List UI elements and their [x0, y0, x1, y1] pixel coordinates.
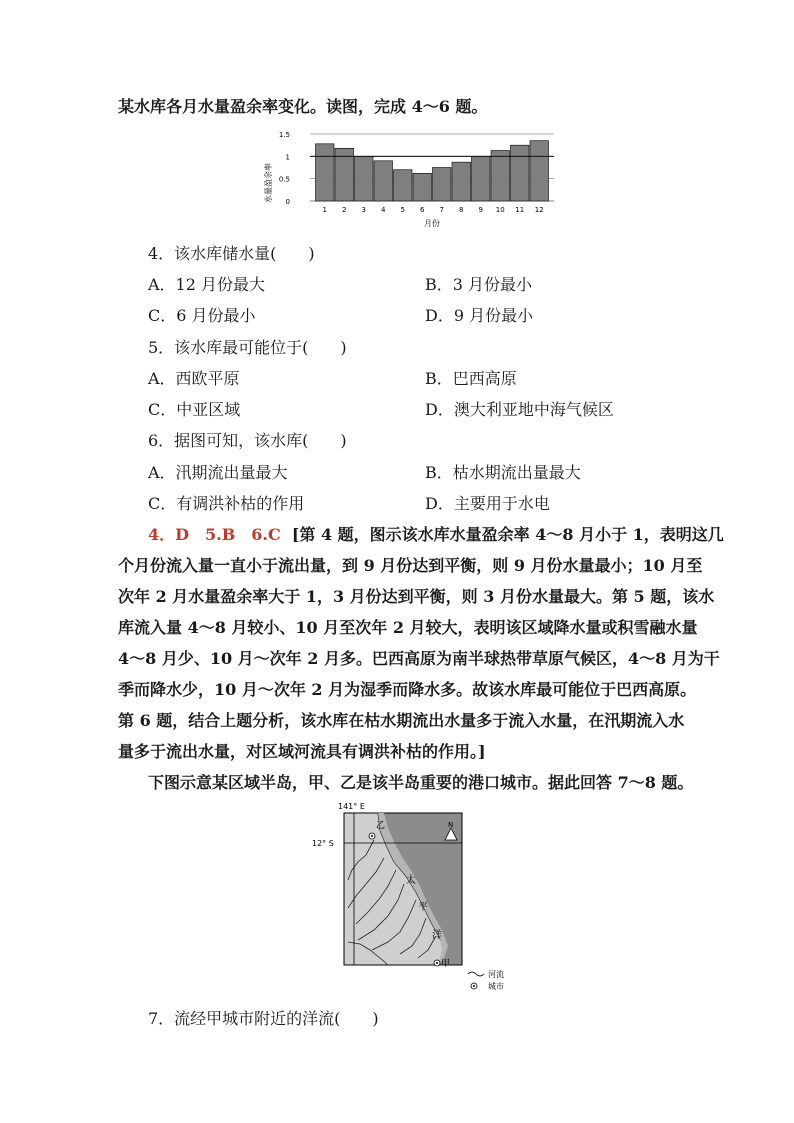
ocean-char-1: 太 [406, 875, 416, 886]
legend-river-icon [468, 972, 484, 976]
longitude-label: 141° E [338, 802, 365, 811]
answer-line-6: 季而降水少，10 月～次年 2 月为湿季而降水多。故该水库最可能位于巴西高原。 [118, 680, 697, 699]
chart-y-tick-label: 0 [285, 198, 290, 206]
question-6-stem: 6．据图可知，该水库( ) [148, 431, 347, 450]
question-4-option-a: A．12 月份最大 [148, 275, 266, 294]
chart-x-tick-label: 1 [322, 206, 327, 214]
intro-text: 某水库各月水量盈余率变化。读图，完成 4～6 题。 [118, 97, 488, 116]
question-6-option-c: C．有调洪补枯的作用 [148, 494, 305, 513]
chart-x-tick-label: 3 [361, 206, 366, 214]
water-surplus-chart [262, 128, 562, 230]
chart-x-label: 月份 [424, 219, 440, 228]
legend-city-label: 城市 [488, 982, 504, 991]
chart-x-tick-label: 4 [381, 206, 386, 214]
chart-y-label: 水量盈余率 [264, 163, 273, 203]
chart-bar [393, 170, 412, 201]
chart-x-tick-label: 12 [534, 206, 544, 214]
question-4-option-d: D．9 月份最小 [425, 306, 534, 325]
question-5-option-c: C．中亚区域 [148, 400, 241, 419]
question-5-option-b: B．巴西高原 [425, 369, 517, 388]
chart-x-tick-label: 2 [342, 206, 347, 214]
chart-bar [471, 156, 490, 201]
question-4-stem: 4．该水库储水量( ) [148, 244, 315, 263]
question-5-option-d: D．澳大利亚地中海气候区 [425, 400, 614, 419]
chart-bar [354, 156, 373, 201]
answer-line-2: 个月份流入量一直小于流出量，到 9 月份达到平衡，则 9 月份水量最小；10 月至 [118, 556, 703, 575]
chart-y-tick-label: 0.5 [278, 175, 290, 184]
chart-y-tick-label: 1 [285, 153, 290, 162]
question-5-stem: 5．该水库最可能位于( ) [148, 338, 347, 357]
question-6-option-a: A．汛期流出量最大 [148, 463, 288, 482]
city-yi-label: 乙 [376, 821, 386, 831]
north-label: N [448, 821, 454, 829]
chart-bar [432, 168, 451, 202]
peninsula-map [308, 800, 528, 1000]
chart-bar [491, 151, 510, 201]
chart-bar [315, 144, 334, 201]
chart-bar [530, 141, 549, 201]
chart-x-tick-label: 9 [478, 206, 483, 214]
question-7-stem: 7．流经甲城市附近的洋流( ) [148, 1009, 379, 1028]
answer-line-5: 4～8 月少、10 月～次年 2 月多。巴西高原为南半球热带草原气候区，4～8 月为干 [118, 649, 720, 668]
answer-line-7: 第 6 题，结合上题分析，该水库在枯水期流出水量多于流入水量，在汛期流入水 [118, 711, 685, 730]
chart-x-tick-label: 11 [515, 206, 525, 214]
chart-y-tick-label: 1.5 [278, 131, 290, 139]
answer-line-3: 次年 2 月水量盈余率大于 1，3 月份达到平衡，则 3 月份水量最大。第 5 题，该水 [118, 587, 715, 606]
city-jia-label: 甲 [441, 959, 451, 969]
chart-bar [452, 162, 471, 201]
question-5-option-a: A．西欧平原 [148, 369, 240, 388]
answer-line-1 [148, 524, 724, 546]
chart-x-tick-label: 7 [439, 206, 444, 214]
map-intro-text: 下图示意某区域半岛，甲、乙是该半岛重要的港口城市。据此回答 7～8 题。 [148, 773, 694, 792]
question-4-option-b: B．3 月份最小 [425, 275, 533, 294]
answer-line-8: 量多于流出水量，对区域河流具有调洪补枯的作用。] [118, 742, 486, 761]
question-4-option-c: C．6 月份最小 [148, 306, 256, 325]
latitude-label: 12° S [312, 839, 334, 848]
answer-text-1: [第 4 题，图示该水库水量盈余率 4～8 月小于 1，表明这几 [291, 525, 724, 544]
chart-bar [374, 161, 393, 201]
chart-x-tick-label: 8 [459, 206, 464, 214]
question-6-option-d: D．主要用于水电 [425, 494, 550, 513]
chart-bar [413, 173, 432, 201]
ocean-char-2: 平 [418, 902, 428, 913]
chart-x-tick-label: 5 [400, 206, 405, 214]
answer-line-4: 库流入量 4～8 月较小、10 月至次年 2 月较大，表明该区域降水量或积雪融水量 [118, 618, 698, 637]
ocean-char-3: 洋 [432, 930, 442, 941]
legend-river-label: 河流 [488, 970, 504, 979]
chart-x-tick-label: 6 [420, 206, 425, 214]
question-6-option-b: B．枯水期流出量最大 [425, 463, 581, 482]
chart-x-tick-label: 10 [495, 206, 505, 214]
chart-bar [510, 145, 529, 201]
answer-key: 4．D 5.B 6.C [148, 525, 281, 544]
